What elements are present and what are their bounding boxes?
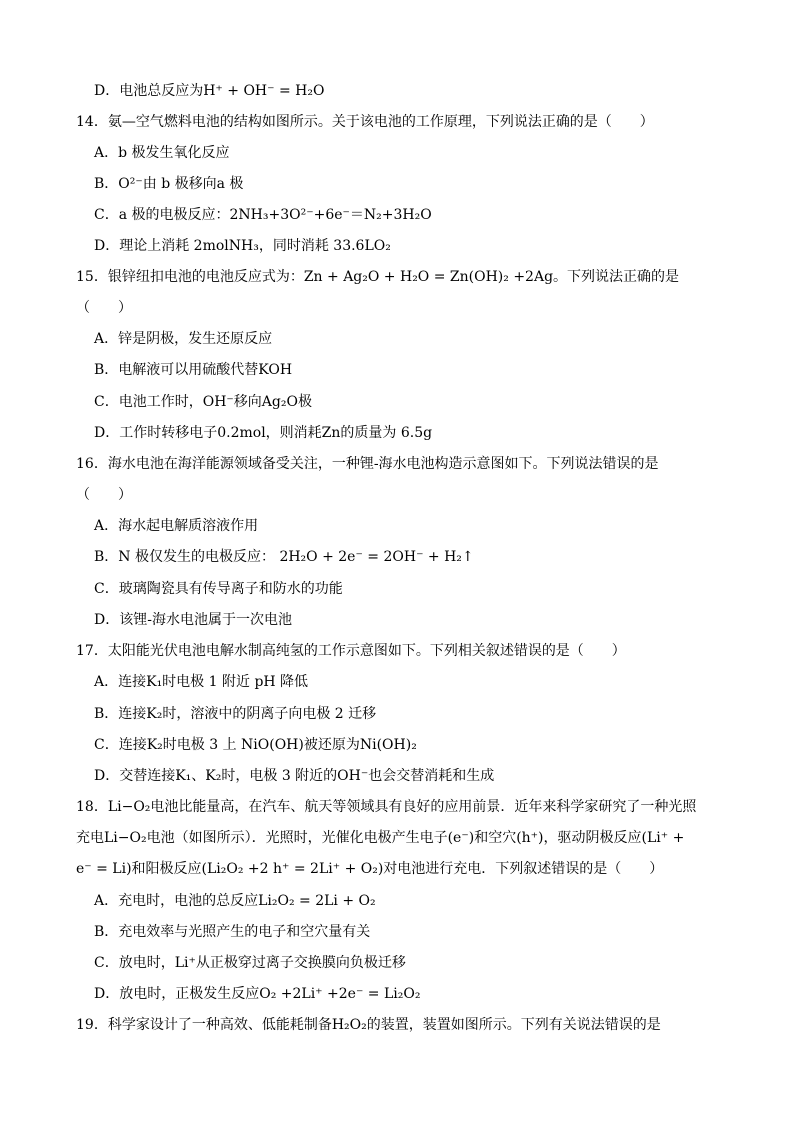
- q14-option-d: D．理论上消耗 2molNH₃，同时消耗 33.6LO₂: [94, 238, 391, 254]
- question-18-line-2: 充电Li−O₂电池（如图所示）．光照时，光催化电极产生电子(e⁻)和空穴(h⁺)，驱动阴极反应(Li⁺ +: [76, 830, 685, 846]
- q15-option-b: B．电解液可以用硫酸代替KOH: [94, 362, 293, 378]
- question-18: 18．Li−O₂电池比能量高，在汽车、航天等领域具有良好的应用前景．近年来科学家研究了一种光照: [76, 799, 697, 815]
- q15-paren: （ ）: [76, 300, 132, 316]
- q15-option-a: A．锌是阴极，发生还原反应: [94, 331, 273, 347]
- question-14: 14．氨—空气燃料电池的结构如图所示。关于该电池的工作原理，下列说法正确的是（ ）: [76, 114, 654, 130]
- q17-option-a: A．连接K₁时电极 1 附近 pH 降低: [94, 674, 309, 690]
- question-19: 19．科学家设计了一种高效、低能耗制备H₂O₂的装置，装置如图所示。下列有关说法错误的是: [76, 1017, 661, 1033]
- q14-option-a: A．b 极发生氧化反应: [94, 145, 230, 161]
- q17-option-c: C．连接K₂时电极 3 上 NiO(OH)被还原为Ni(OH)₂: [94, 737, 417, 753]
- q16-option-d: D．该锂-海水电池属于一次电池: [94, 612, 292, 628]
- q15-option-d: D．工作时转移电子0.2mol，则消耗Zn的质量为 6.5g: [94, 425, 433, 441]
- question-18-line-3: e⁻ = Li)和阳极反应(Li₂O₂ +2 h⁺ = 2Li⁺ + O₂)对电池进行充电．下列叙述错误的是（ ）: [76, 861, 664, 877]
- question-15: 15．银锌纽扣电池的电池反应式为：Zn + Ag₂O + H₂O = Zn(OH)₂ +2Ag。下列说法正确的是: [76, 269, 680, 285]
- q14-option-b: B．O²⁻由 b 极移向a 极: [94, 176, 244, 192]
- q16-paren: （ ）: [76, 487, 132, 503]
- q16-option-a: A．海水起电解质溶液作用: [94, 518, 259, 534]
- q18-option-a: A．充电时，电池的总反应Li₂O₂ = 2Li + O₂: [94, 893, 376, 909]
- q16-option-c: C．玻璃陶瓷具有传导离子和防水的功能: [94, 581, 343, 597]
- q15-option-c: C．电池工作时，OH⁻移向Ag₂O极: [94, 394, 312, 410]
- question-17: 17．太阳能光伏电池电解水制高纯氢的工作示意图如下。下列相关叙述错误的是（ ）: [76, 643, 626, 659]
- q17-option-b: B．连接K₂时，溶液中的阴离子向电极 2 迁移: [94, 706, 377, 722]
- q13-option-d: D．电池总反应为H⁺ + OH⁻ = H₂O: [94, 83, 325, 99]
- q17-option-d: D．交替连接K₁、K₂时，电极 3 附近的OH⁻也会交替消耗和生成: [94, 768, 495, 784]
- q18-option-c: C．放电时，Li⁺从正极穿过离子交换膜向负极迁移: [94, 955, 406, 971]
- q16-option-b: B．N 极仅发生的电极反应： 2H₂O + 2e⁻ = 2OH⁻ + H₂↑: [94, 549, 474, 565]
- q14-option-c: C．a 极的电极反应：2NH₃+3O²⁻+6e⁻＝N₂+3H₂O: [94, 207, 432, 223]
- question-16: 16．海水电池在海洋能源领域备受关注，一种锂-海水电池构造示意图如下。下列说法错误的是: [76, 456, 659, 472]
- q18-option-b: B．充电效率与光照产生的电子和空穴量有关: [94, 924, 371, 940]
- q18-option-d: D．放电时，正极发生反应O₂ +2Li⁺ +2e⁻ = Li₂O₂: [94, 986, 421, 1002]
